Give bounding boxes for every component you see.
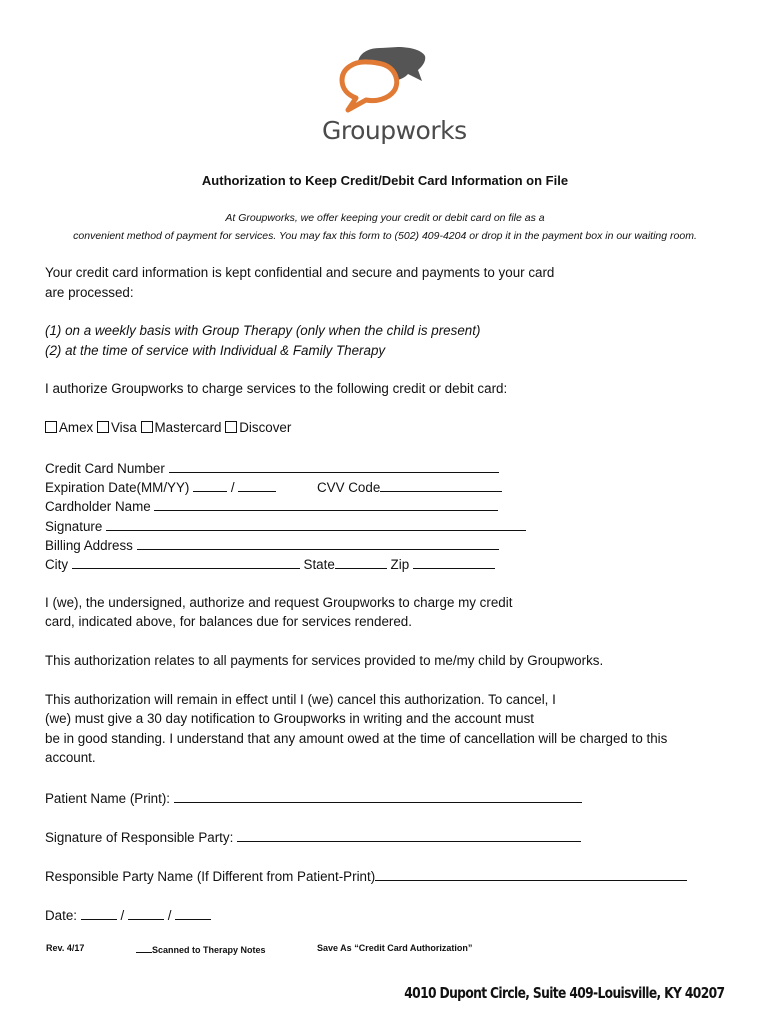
checkbox-icon[interactable] [141,421,153,433]
undersigned-line-2: card, indicated above, for balances due for services rendered. [45,614,412,629]
date-month-field[interactable] [81,906,117,920]
date-row [45,906,211,923]
state-field[interactable] [335,555,387,569]
relates-paragraph: This authorization relates to all payments for services provided to me/my child by Groupworks. [45,653,604,668]
card-number-row [45,459,499,476]
form-title: Authorization to Keep Credit/Debit Card Information on File [201,173,569,188]
intro-line-2: convenient method of payment for services. You may fax this form to (502) 409-4204 or drop it in the payment box in our waiting room. [73,230,697,242]
patient-name-row [45,789,582,806]
date-label: Date: [45,908,78,923]
checkbox-icon[interactable] [45,421,57,433]
responsible-name-label: Responsible Party Name (If Different from Patient-Print) [45,869,376,884]
revision-label: Rev. 4/17 [46,943,85,953]
date-slash-2: / [167,908,172,923]
city-label: City [45,557,69,572]
responsible-signature-row [45,828,581,845]
card-number-label: Credit Card Number [45,461,165,476]
patient-name-label: Patient Name (Print): [45,791,171,806]
date-year-field[interactable] [175,906,211,920]
card-number-field[interactable] [169,459,499,473]
responsible-name-row [45,867,687,884]
expiration-row [45,478,276,495]
zip-field[interactable] [413,555,495,569]
cardholder-label: Cardholder Name [45,499,151,514]
schedule-item-1: (1) on a weekly basis with Group Therapy (only when the child is present) [45,323,481,338]
remain-line-2: (we) must give a 30 day notification to Groupworks in writing and the account must [45,711,534,726]
address-footer: 4010 Dupont Circle, Suite 409-Louisville, KY 40207 [403,984,724,1002]
cardholder-field[interactable] [154,497,498,511]
card-type-visa[interactable]: Visa [97,420,137,435]
responsible-signature-label: Signature of Responsible Party: [45,830,234,845]
remain-line-3: be in good standing. I understand that any amount owed at the time of cancellation will be charged to this [45,731,668,746]
city-row [45,555,495,572]
date-slash-1: / [120,908,125,923]
expiration-label: Expiration Date(MM/YY) [45,480,190,495]
card-type-mastercard[interactable]: Mastercard [141,420,222,435]
scanned-checkmark-field[interactable] [136,943,152,953]
card-type-discover[interactable]: Discover [225,420,291,435]
billing-field[interactable] [137,536,499,550]
card-type-options [45,420,291,435]
undersigned-line-1: I (we), the undersigned, authorize and request Groupworks to charge my credit [45,595,513,610]
logo-wordmark: Groupworks [322,116,467,145]
billing-row [45,536,499,553]
schedule-item-2: (2) at the time of service with Individual & Family Therapy [45,343,386,358]
card-type-amex[interactable]: Amex [45,420,93,435]
signature-field[interactable] [106,517,526,531]
billing-label: Billing Address [45,538,133,553]
scanned-label: Scanned to Therapy Notes [152,945,266,955]
city-field[interactable] [72,555,300,569]
cvv-field[interactable] [380,478,502,492]
cvv-label: CVV Code [317,480,381,495]
authorize-line: I authorize Groupworks to charge services to the following credit or debit card: [45,381,508,396]
expiration-year-field[interactable] [238,478,276,492]
patient-name-field[interactable] [174,789,582,803]
scanned-row [136,943,266,955]
remain-line-1: This authorization will remain in effect until I (we) cancel this authorization. To cancel, I [45,692,556,707]
confidential-line-2: are processed: [45,285,134,300]
speech-bubbles-icon [318,44,458,119]
state-label: State [303,557,335,572]
responsible-signature-field[interactable] [237,828,581,842]
save-as-label: Save As “Credit Card Authorization” [317,943,473,953]
cardholder-row [45,497,498,514]
zip-label: Zip [390,557,410,572]
date-day-field[interactable] [128,906,164,920]
signature-row [45,517,526,534]
expiration-slash: / [230,480,235,495]
cvv-row [317,478,502,495]
remain-line-4: account. [45,750,96,765]
confidential-line-1: Your credit card information is kept confidential and secure and payments to your card [45,265,555,280]
checkbox-icon[interactable] [97,421,109,433]
intro-line-1: At Groupworks, we offer keeping your credit or debit card on file as a [225,212,545,224]
signature-label: Signature [45,519,103,534]
responsible-name-field[interactable] [375,867,687,881]
expiration-month-field[interactable] [193,478,227,492]
checkbox-icon[interactable] [225,421,237,433]
